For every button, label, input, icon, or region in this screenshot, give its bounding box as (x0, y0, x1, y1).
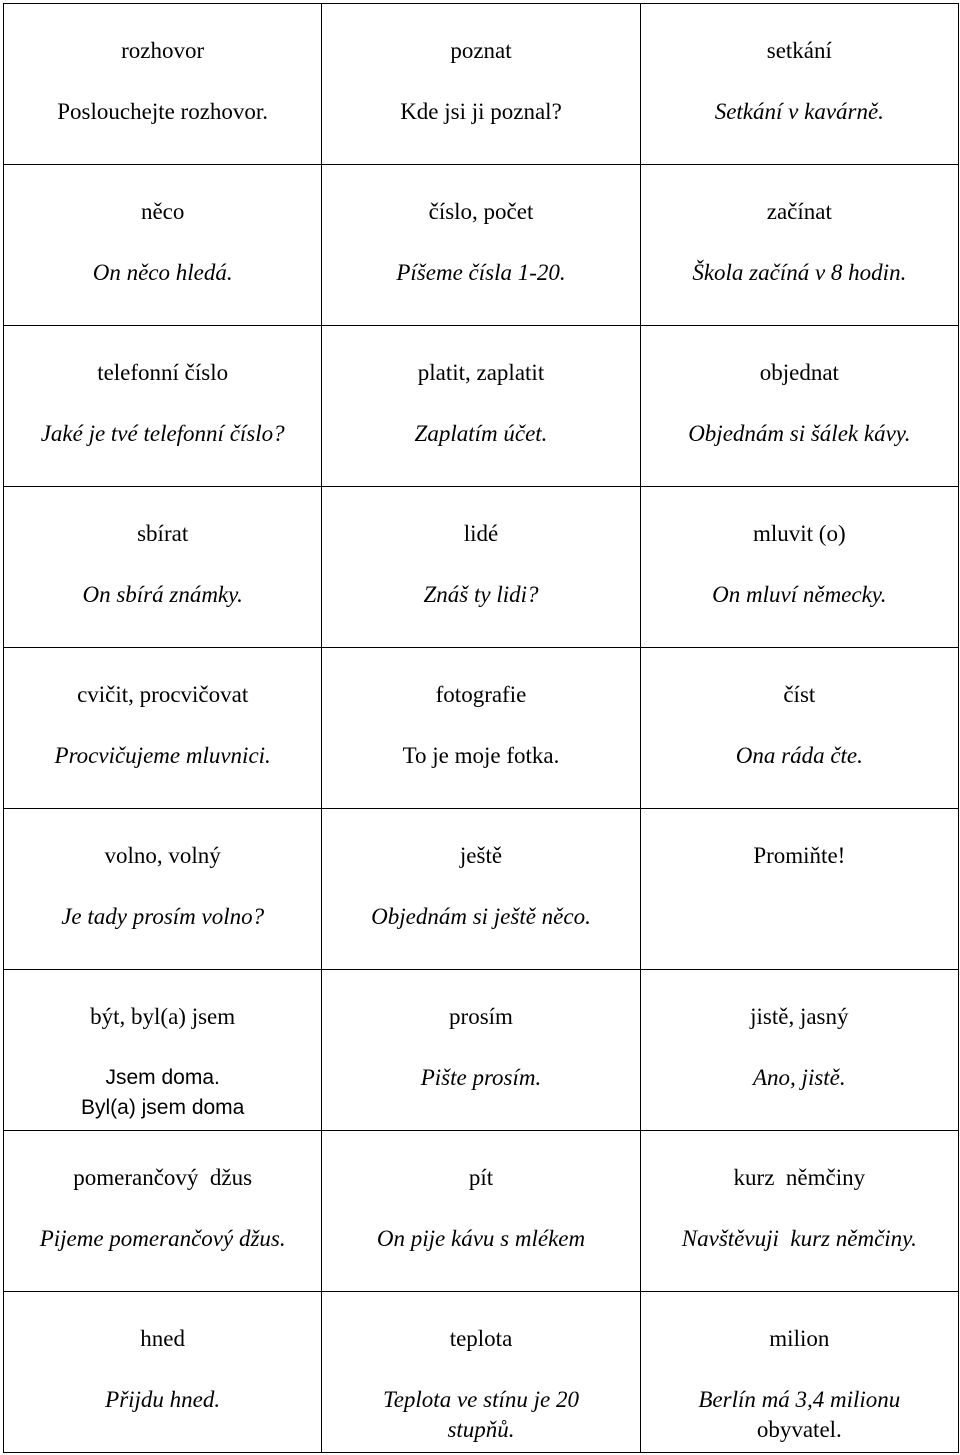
card-word: jistě, jasný (750, 1004, 849, 1029)
vocab-card (322, 487, 640, 648)
vocab-card (640, 165, 958, 326)
card-example: To je moje fotka. (402, 743, 560, 768)
card-example: Píšeme čísla 1-20. (396, 260, 566, 285)
card-example: Procvičujeme mluvnici. (54, 743, 271, 768)
card-word: volno, volný (104, 843, 221, 868)
card-example: Setkání v kavárně. (714, 99, 884, 124)
vocab-card (640, 648, 958, 809)
card-example: Zaplatím účet. (414, 421, 548, 446)
card-example-line-2: obyvatel. (756, 1417, 842, 1442)
card-word: být, byl(a) jsem (90, 1004, 236, 1029)
card-row (4, 326, 959, 487)
card-word: cvičit, procvičovat (77, 682, 249, 707)
vocab-card (4, 809, 322, 970)
card-example: Pište prosím. (420, 1065, 542, 1090)
card-example: Poslouchejte rozhovor. (57, 99, 269, 124)
vocab-card (640, 1292, 958, 1453)
card-example: On pije kávu s mlékem (376, 1226, 586, 1251)
card-example: Jsem doma. (105, 1066, 220, 1089)
card-example: Objednám si ještě něco. (371, 904, 591, 929)
card-example: Ona ráda čte. (735, 743, 863, 768)
card-example: Objednám si šálek kávy. (688, 421, 911, 446)
card-word: číslo, počet (428, 199, 534, 224)
card-word: pomerančový džus (73, 1165, 253, 1190)
card-example: Kde jsi ji poznal? (400, 99, 562, 124)
card-word: prosím (449, 1004, 513, 1029)
vocab-card (322, 648, 640, 809)
vocab-card (4, 326, 322, 487)
card-word: něco (140, 199, 185, 224)
card-word: setkání (766, 38, 832, 63)
vocab-card (4, 1131, 322, 1292)
card-example: Ano, jistě. (753, 1065, 846, 1090)
card-example: Znáš ty lidi? (423, 582, 539, 607)
card-word: číst (783, 682, 816, 707)
vocab-card (4, 165, 322, 326)
card-word: mluvit (o) (753, 521, 846, 546)
vocab-card (4, 1292, 322, 1453)
card-example: Je tady prosím volno? (61, 904, 265, 929)
card-row (4, 1292, 959, 1453)
card-row (4, 4, 959, 165)
card-example-line-2: stupňů. (447, 1417, 515, 1442)
card-word: Promiňte! (753, 843, 846, 868)
card-example: Přijdu hned. (105, 1387, 221, 1412)
card-example: Pijeme pomerančový džus. (39, 1226, 286, 1251)
vocab-card (640, 809, 958, 970)
card-word: lidé (463, 521, 499, 546)
vocab-card (640, 4, 958, 165)
card-word: telefonní číslo (97, 360, 229, 385)
card-example: On mluví německy. (712, 582, 887, 607)
card-row (4, 970, 959, 1131)
card-row (4, 165, 959, 326)
vocab-card (322, 4, 640, 165)
vocab-card (322, 1131, 640, 1292)
vocab-card (4, 487, 322, 648)
card-word: objednat (759, 360, 839, 385)
card-row (4, 1131, 959, 1292)
vocab-card (322, 809, 640, 970)
card-word: poznat (450, 38, 512, 63)
card-word: ještě (459, 843, 503, 868)
vocab-card (4, 648, 322, 809)
card-word: platit, zaplatit (417, 360, 545, 385)
card-word: kurz němčiny (733, 1165, 866, 1190)
card-example-line-2: Byl(a) jsem doma (80, 1096, 245, 1119)
card-word: sbírat (137, 521, 189, 546)
card-example: Berlín má 3,4 milionu (698, 1387, 901, 1412)
vocab-card (322, 326, 640, 487)
card-row (4, 648, 959, 809)
card-example: Teplota ve stínu je 20 (383, 1387, 579, 1412)
card-row (4, 809, 959, 970)
card-word: začínat (766, 199, 832, 224)
vocab-card (322, 1292, 640, 1453)
vocab-card (322, 970, 640, 1131)
card-example: On sbírá známky. (82, 582, 243, 607)
vocab-card (640, 970, 958, 1131)
card-word: pít (468, 1165, 494, 1190)
card-word: hned (140, 1326, 186, 1351)
card-word: rozhovor (121, 38, 205, 63)
vocab-card (322, 165, 640, 326)
card-word: teplota (449, 1326, 513, 1351)
vocab-card (4, 970, 322, 1131)
card-word: milion (769, 1326, 830, 1351)
card-example: Škola začíná v 8 hodin. (692, 260, 907, 285)
vocab-card (4, 4, 322, 165)
card-word: fotografie (435, 682, 527, 707)
card-example: Jaké je tvé telefonní číslo? (40, 421, 285, 446)
vocab-card (640, 326, 958, 487)
card-example: On něco hledá. (92, 260, 233, 285)
vocabulary-card-sheet (3, 3, 959, 1453)
card-row (4, 487, 959, 648)
vocab-card (640, 487, 958, 648)
vocab-card (640, 1131, 958, 1292)
card-example: Navštěvuji kurz němčiny. (681, 1226, 917, 1251)
